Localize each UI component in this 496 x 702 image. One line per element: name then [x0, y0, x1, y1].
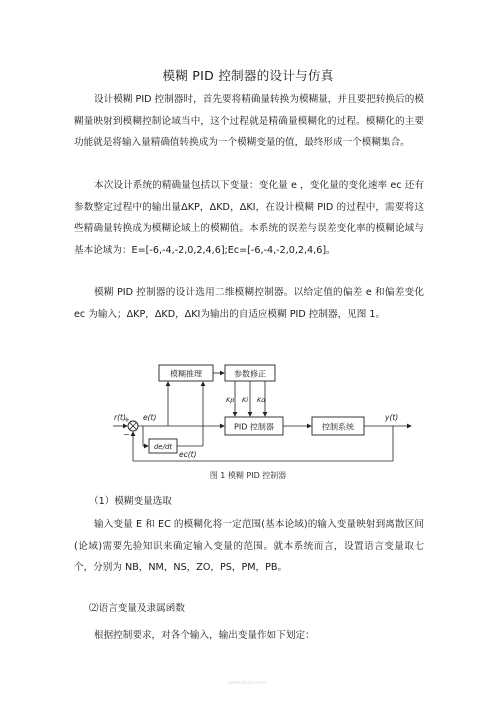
ki-label: Ki: [242, 396, 249, 404]
plus-sign: +: [124, 416, 130, 424]
section-heading-fuzzy-variables: （1）模糊变量选取: [89, 496, 172, 507]
paragraph-control-requirements: 根据控制要求，对各个输入，输出变量作如下划定：: [94, 630, 315, 641]
document-title: 模糊 PID 控制器的设计与仿真: [162, 68, 334, 83]
kd-label: Kd: [257, 396, 266, 404]
reference-signal-label: r(t): [114, 413, 126, 422]
fuzzy-pid-block-diagram: [113, 360, 413, 465]
paragraph-variables: 本次设计系统的精确量包括以下变量：变化量 e ，变化量的变化速率 ec 还有参数整定过程中的输出量ΔKP，ΔKD，ΔKI，在设计模糊 PID 的过程中，需要将这些精确量转换成为模糊论域上的模糊值。本系统的误差与误差变化率的模糊论域与基本论域为：E=[-6,-4,-2,0,2,4,6];Ec=[-6,-4,-2,0,2,4,6]。: [74, 180, 424, 256]
section-heading-membership: ⑵语言变量及隶属函数: [89, 603, 185, 614]
minus-sign: −: [123, 430, 130, 439]
fuzzy-inference-label: 模糊推理: [170, 369, 202, 379]
parameter-correction-label: 参数修正: [234, 369, 266, 379]
output-signal-label: y(t): [385, 413, 399, 422]
paragraph-fuzzification: 设计模糊 PID 控制器时，首先要将精确量转换为模糊量，并且要把转换后的模糊量映射到模糊控制论域当中，这个过程就是精确量模糊化的过程。模糊化的主要功能就是将输入量精确值转换成为一个模糊变量的值，最终形成一个模糊集合。: [74, 94, 424, 148]
paragraph-controller-design: 模糊 PID 控制器的设计选用二维模糊控制器。以给定值的偏差 e 和偏差变化 ec 为输入；ΔKP，ΔKD，ΔKI为输出的自适应模糊 PID 控制器，见图 1。: [74, 287, 424, 320]
footer-watermark: www.docin.com: [228, 680, 268, 686]
plant-label: 控制系统: [322, 422, 354, 432]
figure-caption: 图 1 模糊 PID 控制器: [209, 471, 287, 480]
error-signal-label: e(t): [143, 413, 157, 422]
differentiator-label: de/dt: [153, 443, 173, 451]
kp-label: Kp: [226, 396, 235, 404]
pid-controller-label: PID 控制器: [234, 422, 274, 432]
error-change-label: ec(t): [179, 450, 197, 459]
paragraph-input-fuzzification: 输入变量 E 和 EC 的模糊化将一定范围(基本论域)的输入变量映射到离散区间(论域)需要先验知识来确定输入变量的范围。就本系统而言，设置语言变量取七个，分别为 NB，NM，NS，ZO，PS，PM，PB。: [74, 519, 424, 573]
